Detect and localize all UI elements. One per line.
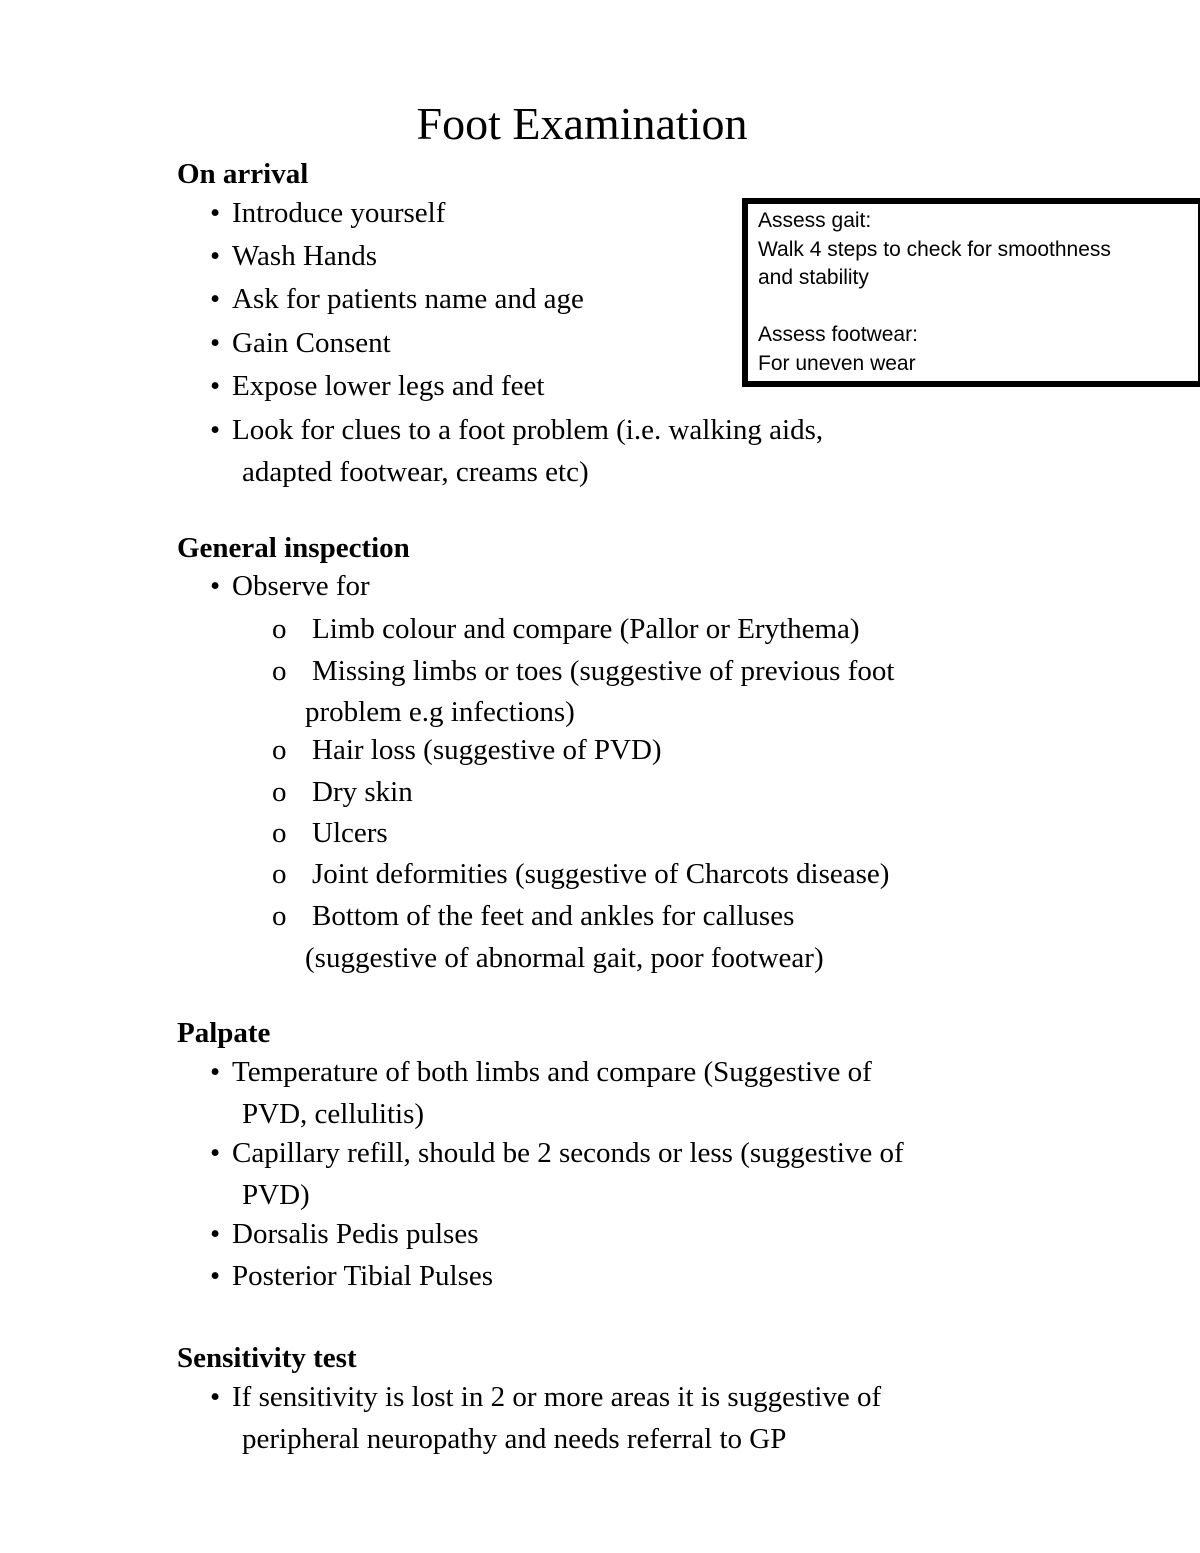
callout-footwear-text: For uneven wear (758, 351, 916, 375)
sub-list-item: o Limb colour and compare (Pallor or Erythema) (272, 608, 860, 650)
section-heading-sensitivity-test: Sensitivity test (177, 1342, 357, 1374)
list-item-continuation: adapted footwear, creams etc) (242, 456, 589, 488)
bullet-icon: • (210, 327, 221, 359)
circle-bullet-icon: o (272, 613, 287, 645)
callout-footwear-label: Assess footwear: (758, 323, 918, 346)
callout-gait-text: Walk 4 steps to check for smoothness (758, 237, 1111, 261)
list-item: • Capillary refill, should be 2 seconds or less (suggestive of (210, 1132, 904, 1174)
bullet-icon: • (210, 1056, 221, 1088)
list-item: • Look for clues to a foot problem (i.e. walking aids, (210, 409, 823, 451)
list-item: • Expose lower legs and feet (210, 365, 544, 407)
sub-list-item: o Hair loss (suggestive of PVD) (272, 729, 662, 771)
sub-list-item-continuation: (suggestive of abnormal gait, poor footwear) (305, 942, 824, 974)
section-heading-on-arrival: On arrival (177, 158, 309, 190)
sub-list-item: o Joint deformities (suggestive of Charcots disease) (272, 853, 889, 895)
sub-list-item: o Dry skin (272, 771, 413, 813)
list-item: • Temperature of both limbs and compare (Suggestive of (210, 1051, 872, 1093)
callout-gait-label: Assess gait: (758, 209, 872, 232)
circle-bullet-icon: o (272, 776, 287, 808)
bullet-icon: • (210, 1260, 221, 1292)
section-heading-palpate: Palpate (177, 1017, 271, 1049)
list-item: • Posterior Tibial Pulses (210, 1255, 493, 1297)
bullet-icon: • (210, 1137, 221, 1169)
list-item: • If sensitivity is lost in 2 or more areas it is suggestive of (210, 1376, 881, 1418)
callout-gait-text-continuation: and stability (758, 266, 869, 289)
list-item: • Gain Consent (210, 322, 391, 364)
list-item-continuation: PVD, cellulitis) (242, 1098, 425, 1130)
list-item: • Dorsalis Pedis pulses (210, 1213, 479, 1255)
bullet-icon: • (210, 370, 221, 402)
bullet-icon: • (210, 570, 221, 602)
circle-bullet-icon: o (272, 900, 287, 932)
circle-bullet-icon: o (272, 734, 287, 766)
assessment-callout-box (742, 198, 1200, 387)
bullet-icon: • (210, 1381, 221, 1413)
list-item: • Ask for patients name and age (210, 278, 584, 320)
list-item: • Introduce yourself (210, 192, 445, 234)
section-heading-general-inspection: General inspection (177, 532, 410, 564)
list-item-continuation: peripheral neuropathy and needs referral to GP (242, 1423, 787, 1455)
bullet-icon: • (210, 414, 221, 446)
list-item: • Observe for (210, 565, 370, 607)
bullet-icon: • (210, 1218, 221, 1250)
circle-bullet-icon: o (272, 655, 287, 687)
sub-list-item: o Missing limbs or toes (suggestive of previous foot (272, 650, 894, 692)
list-item-continuation: PVD) (242, 1179, 310, 1211)
list-item: • Wash Hands (210, 235, 377, 277)
circle-bullet-icon: o (272, 858, 287, 890)
page-title: Foot Examination (416, 98, 748, 149)
circle-bullet-icon: o (272, 817, 287, 849)
bullet-icon: • (210, 240, 221, 272)
bullet-icon: • (210, 283, 221, 315)
sub-list-item: o Bottom of the feet and ankles for calluses (272, 895, 794, 937)
callout-spacer (758, 293, 1198, 322)
sub-list-item-continuation: problem e.g infections) (305, 696, 575, 728)
bullet-icon: • (210, 197, 221, 229)
sub-list-item: o Ulcers (272, 812, 388, 854)
